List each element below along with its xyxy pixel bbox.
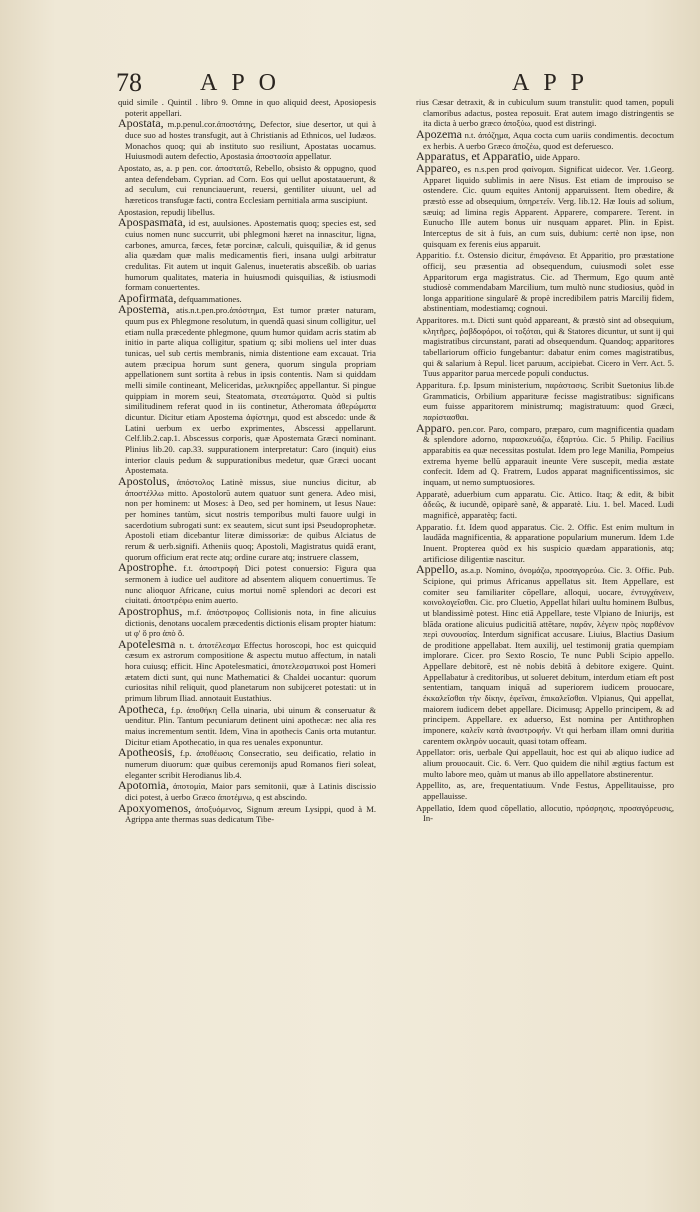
dictionary-entry — [416, 160, 674, 249]
dictionary-entry — [416, 746, 674, 779]
entry-headword: Apotheosis, — [118, 745, 175, 760]
dictionary-entry — [118, 562, 376, 606]
entry-text: Appellito, as, are, frequentatiuum. Vnde Festus, Appellitauisse, pro appellauisse. — [416, 780, 674, 801]
entry-headword: Apotheca, — [118, 701, 167, 716]
running-head-left: APO — [200, 70, 291, 96]
dictionary-entry — [118, 800, 376, 825]
entry-text: Appellator: oris, uerbale Qui appellauit, hoc est qui ab aliquo iudice ad alium prouocauit. Cic. 6. Verr. Quo quidem die nihil ægtius factum est multo labore meo, quàm ut manus ab illo appellatore abstinerentur. — [416, 747, 674, 779]
dictionary-entry — [118, 118, 376, 162]
entry-text: n. t. ἀποτέλεσμα Effectus horoscopi, hoc est quicquid cæsum ex astrorum compositione & aspectu mutuo affectum, in natali hora cuiusq; efficit. Hinc Apotelesmatici, ἀποτελεσματικοὶ post Homeri ætatem dicti sunt, qui nunc Mathematici & Chaldei uocantur: quorum curiositas nihil reliquit, quod planetarum non subijceret potestati: ut in primum librum Iliad. annotauit Eustathius. — [125, 639, 376, 704]
entry-text: m.f. ἀπόστροφος Collisionis nota, in fine alicuius dictionis, denotans uocalem præcedentis dictionis elisam propter hiatum: ut φ' ὅ pro ἀπὸ ὃ. — [125, 606, 376, 639]
dictionary-entry — [118, 162, 376, 206]
entry-text: m.p.penul.cor.ἀποστάτης, Defector, siue desertor, ut qui à duce suo ad hostes transfugit, aut à Christianis ad Ethnicos, uel Iudæos. Monachos quoq; qui ab instituto suo resiliunt, Apostatas uocamus. Huiusmodi autem defectio, Apostasia ἀποστασία appellatur. — [125, 119, 376, 162]
entry-headword: Appareo, — [416, 160, 461, 175]
entry-text: f.p. ἀποθήκη Cella uinaria, ubi uinum & conseruatur & uenditur. Plin. Tantum pecuniarum detinent uini apothecæ: nec alia res maius incrementum sentit. Idem, Vina in apothecis Canis orta mutantur. Dicitur etiam Apothecatio, in qua res uenales exponuntur. — [125, 704, 376, 747]
entry-text: rius Cæsar detraxit, & in cubiculum suum transtulit: quod tamen, populi clamoribus adactus, postea reposuit. Erat autem imago distringentis se ita dicta à uerbo græco ἀποξύω, quod est distringi. — [416, 97, 674, 129]
running-head-right: APP — [512, 70, 599, 96]
entry-text: Apparatè, aduerbium cum apparatu. Cic. Attico. Itaq; & edit, & bibit ἀδεῶς, & iucundè, opiparè sanè, & apparatè. Liu. 1. bel. Maced. Ludi magnificè, apparatèq; facti. — [416, 488, 674, 520]
entry-text: defquammationes. — [178, 293, 242, 304]
entry-text: Apostato, as, a. p pen. cor. ἀποστατῶ, Rebello, obsisto & oppugno, quod antea defendebam. Cyprian. ad Corn. Eos qui uellut apostatauerunt, & ad seculum, cui renunciauerunt, reuersi, gentiliter uiuunt, uel ad hæreticos transfugæ facti, contra Ecclesiam pernitiala arma suscipiunt. — [118, 162, 376, 205]
dictionary-entry — [416, 488, 674, 521]
dictionary-entry — [118, 747, 376, 780]
entry-text: Apostasion, repudij libellus. — [118, 206, 215, 217]
dictionary-entry — [118, 701, 376, 748]
dictionary-entry — [416, 249, 674, 314]
entry-text: id est, auulsiones. Apostematis quoq; species est, sed cuius nomen nunc succurrit, ubi phlegmoni hæret na innascitur, ligna, carbones, amurca, fæces, fetæ porcinæ, calculi, quisquiliæ, & id genus alia quædam quæ malis medicamentis fieri, insana uulgi arbitratur credulitas. Fit autem ut inquit Galenus, inueteratis absceßib. ob uarias humorum qualitates, materia in huiusmodi quisquilias, & istiusmodi formam conuertentes. — [125, 218, 376, 293]
entry-text: Appellatio, Idem quod cōpellatio, allocutio, πρόσρησις, προσαγόρευσις, In- — [416, 802, 674, 824]
dictionary-entry — [416, 779, 674, 801]
entry-text: Apparitores. m.t. Dicti sunt quòd appareant, & præstò sint ad obsequium, κλητῆρες, ῥαβδοφόροι, οἱ τοξόται, qui & Statores dicuntur, ut sunt ij qui magistratibus circunstant, parati ad obsequendum. Quandoq; apparitores tabellariorum officio fungebantur: dabatur enim comes magistratibus, qui & salarium à Repul. licet paruum, accipiebat. Cicero in Verr. Act. 5. Tuus apparitor parua mercede populi conductus. — [416, 315, 674, 379]
entry-headword: Apofirmata, — [118, 290, 177, 305]
dictionary-entry — [416, 802, 674, 824]
dictionary-entry — [416, 521, 674, 565]
entry-text: f.t. ἀποστροφὴ Dici potest conuersio: Figura qua sermonem à iudice uel auditore ad absentem aliquem conuertimus. Te nunc alioquor Africane, cuius mortui nomē splendori ac decori est ciuitati. ἀποστρέφω enim auerto. — [125, 563, 376, 606]
entry-text: Apparitio. f.t. Ostensio dicitur, ἐπιφάνεια. Et Apparitio, pro præstatione officij, seu præsentia ad obsequendum, cuiusmodi solet esse Apparitorum erga magistratus. Cic. ad Thermum, Ego quum antè studiosè commendabam Marcilium, tum multò nunc studiosius, quòd in longa apparitione singularē & propè incredibilem patris Marcilij fidem, abstinentiam, modestiamq; cognoui. — [416, 250, 674, 314]
entry-text: n.t. ἀπόζημα, Aqua cocta cum uariis condimentis. decoctum ex herbis. A uerbo Græco ἀποζέω, quod est deferuesco. — [423, 129, 674, 151]
entry-headword: Apostema, — [118, 302, 170, 317]
dictionary-entry — [118, 636, 376, 704]
entry-text: uide Apparo. — [535, 152, 580, 163]
entry-headword: Apostrophe. — [118, 560, 177, 575]
entry-headword: Apoxyomenos, — [118, 800, 191, 815]
entry-text: ἀποξυόμενος, Signum æreum Lysippi, quod à M. Agrippa ante thermas suas dedicatum Tibe- — [125, 803, 376, 825]
entry-text: quid simile . Quintil . libro 9. Omne in quo aliquid deest, Aposiopesis poterit appellari. — [118, 97, 376, 118]
dictionary-entry — [118, 96, 376, 118]
entry-text: Apparatio. f.t. Idem quod apparatus. Cic. 2. Offic. Est enim multum in laudāda magnificentia, & apparatione popularium munerum. Idem 1.de Inuent. Propterea quòd ex his suspicio quædam apparationis, atq; artificiose diligentiæ nascitur. — [416, 521, 674, 564]
dictionary-entry — [416, 420, 674, 488]
dictionary-entry — [416, 379, 674, 423]
dictionary-entry — [118, 304, 376, 476]
entry-headword: Apparo. — [416, 420, 455, 435]
dictionary-entry — [118, 473, 376, 562]
dictionary-entry — [416, 126, 674, 151]
entry-headword: Apostrophus, — [118, 603, 183, 618]
page-number: 78 — [116, 68, 142, 97]
entry-text: ἀποτομία, Maior pars semitonii, quæ à Latinis discissio dici potest, à uerbo Græco ἀποτέμνω, q est abscindo. — [125, 781, 376, 802]
dictionary-entry — [416, 314, 674, 379]
entry-headword: Apotelesma — [118, 636, 176, 651]
entry-text: f.p. ἀποθέωσις Consecratio, seu deificatio, relatio in numerum diuorum: quæ quibus ceremonijs apud Romanos fieri soleat, eleganter scribit Herodianus lib.4. — [125, 748, 376, 780]
entry-text: as.a.p. Nomino, ὀνομάζω, προσαγορεύω. Cic. 3. Offic. Pub. Scipione, qui primus Africanus appellatus sit. Item Appellare, est comiter seu familiariter cōpellare, alloqui, uocare, ἐντυγχάνειν, κοινολογεῖσθαι. Cic. pro Cluetio, Appellat hilari uultu hominem Bulbus, ut blandissimè potest. Hinc etiā Appellare, teste Vlpiano de Iniurijs, est blāda oratione alicuius pudicitiā attētare, παρᾶν, λέγειν πρὸς παρθένον περὶ συνουσίας. Interdum significat accusare. Liuius, Blactius Dasium de proditione appellabat. Item auxilij, uel testimonij gratia quempiam implorare. Cicer. pro Sexto Roscio, Te nunc Publi Scipio appello. Appellare debitorē, est nè nobis debitā à debitore exigere. Quint. Appellabatur à creditoribus, ut solueret debitum, interdum etiam eft post sententiam, tanquam iniquā ad superiorem iudicem prouocare, ἐκκαλεῖσθαι τὴν δίκην, ἐφεῖναι, ἐπικαλεῖσθαι. Vlpianus, Qui appellat, maiorem iudicem debet appellare. Dicimusq; Appello principem, & ad principem. Appellare. ex aduerso, Est nomina per Antithrophen imponere, καλεῖν κατὰ ἀναστροφήν. Vt qui herbam illam omni duritia carentem σκληρὸν uocauit, quasi totam offeam. — [423, 565, 674, 746]
entry-text: Apparitura. f.p. Ipsum ministerium, παράστασις. Scribit Suetonius lib.de Grammaticis, Orbilium apparituræ fecisse magistratibus: significans eum fuisse apparitorem ministrumq; magistratuum: quod Græci, παρίστασθαι. — [416, 380, 674, 423]
entry-text: pen.cor. Paro, comparo, præparo, cum magnificentia quadam & splendore adorno, παρασκευάζω, ἐξαρτύω. Cic. 5 Philip. Facilius apparabitis ea quæ necessitas postulat. Idem pro lege Manilia, Pompeius extrema hyeme bellū apparauit ineunte Vere suscepit, media æstate confecit. Idem ad Q. Fratrem, Ludos apparat magnificentissimos, sic inquam, ut nemo sumptuosiores. — [423, 423, 674, 487]
entry-headword: Apotomia, — [118, 778, 169, 793]
entry-text: es n.s.pen prod φαίνομαι. Significat uidecor. Ver. 1.Georg. Apparet liquido sublimis in aere Nisus. Est etiam de improuiso se ostendere. Cic. quum equites Antonij apparuissent. Item obedire, & præstò esse ad obsequium, ὑπηρετεῖν. Verg. lib.12. Hæ Iouis ad solium, sæuiq; ad limina regis Apparent. Apparere, comparere. Terent. in Eunucho Ille autem bonus uir nusquam apparet. Plin. in Epist. Interceptus de sit à fuis, an cum suis, dubium: certè non ipse, non quisquam ex ferenis eius apparuit. — [423, 163, 674, 249]
entry-text: atis.n.t.pen.pro.ἀπόστημα, Est tumor præter naturam, quum pus ex Phlegmone resolutum, in quendã quasi sinum colligitur, uel etiam nulla præcedente phlegmone, quum humor quidam acris statim ab initio in parte aliqua colligitur, spatium q; sibi moliens uel inter duas tunicas, uel sub certis membranis, nimia distentione eam excauat. Tria autem præcipua horum sunt genera, quorum singula propriam appellationem sunt sortita à rebus in ipsis contentis. Nam si quiddam melli simile contineant, Meliceridas, μελικηρίδες appellantur. Si pingue quippiam in morem seui, Steatomata, στεατώματα. Quòd si pultis similitudinem referat quod in iis continetur, Atheromata ἀθερώματα dicuntur. Dicitur etiam Apostema ἀφίστημι, quod est abscedo: unde & Latini uerbum ex uerbo exprimentes, Abscessi appellarunt. Celf.lib.2.cap.1. Abscessus corporis, quæ Apostemata Græci nominant. Plinius lib.20. cap.33. suppurationem interpretatur: Caro (inquit) eius interior clauis pedum & suppurationibus medetur, quæ Græci uocant Apostemata. — [125, 305, 376, 476]
dictionary-entry — [118, 217, 376, 293]
entry-headword: Apostata, — [118, 116, 164, 131]
entry-headword: Apozema — [416, 126, 462, 141]
entry-headword: Appello, — [416, 562, 458, 577]
entry-text: ἀπόστολος Latinè missus, siue nuncius dicitur, ab ἀποστέλλω mitto. Apostolorū autem quatuor sunt genera. Adeo misi, non per hominem: ut Moses: à Deo, sed per hominem, ut Iesus Naue: per homines tantùm, sicut nostris temporibus multi fauore uulgi in sacerdotium subrogati sunt: ex seautem, sicut sunt ipsi Pseudoprophetæ. Apostoli etiam dicebantur literæ dimissoriæ: de quibus Alciatus de rerum & uerb.signifi. Atheniis quoq; Apostoli, Magistratus quidā erant, quorum officium erat recte atq; ordine curare atq; instruere classem, — [125, 476, 376, 562]
dictionary-entry — [118, 780, 376, 802]
dictionary-entry — [118, 603, 376, 639]
dictionary-entry — [416, 96, 674, 129]
left-column — [118, 96, 376, 1196]
entry-headword: Apostolus, — [118, 473, 170, 488]
entry-headword: Apospasmata, — [118, 215, 186, 230]
dictionary-entry — [416, 564, 674, 746]
entry-headword: Apparatus, et Apparatio, — [416, 149, 534, 164]
right-column — [416, 96, 674, 1196]
